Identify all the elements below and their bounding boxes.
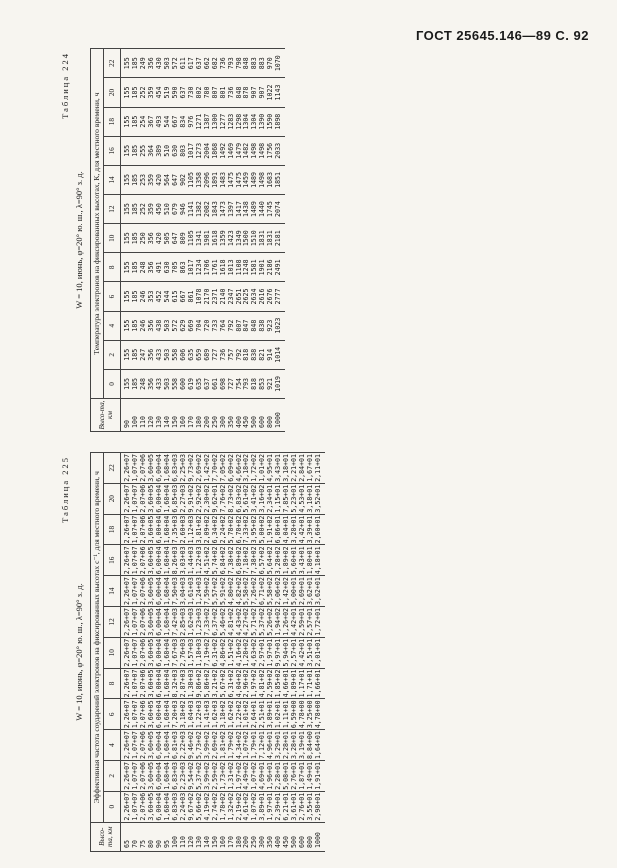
hour-header: 16 — [104, 545, 121, 576]
hour-header: 12 — [104, 606, 121, 637]
hour-header: 22 — [104, 453, 121, 484]
hour-header: 12 — [104, 195, 121, 224]
altitude-header: Высо-та, км — [91, 399, 121, 432]
value-column: 2,26+07 1,07+07 2,07+06 3,60+05 6,00+04 1,68+04 8,32+03 2,87+03 1,38+03 9,86+02 5,86+02 3,21+02 5,67+02 6,31+02 4,04+02 2,96+02 1,97+02 4,81+02 2,59+02 1,85+02 4,66+01 1,89+01 1,17+01 1,71+01 1,66+01 — [121, 668, 325, 699]
value-column: 155 185 254 367 493 544 667 834 976 1271 1387 1300 1277 1283 1298 1304 1304 1390 1590 1898 — [121, 107, 286, 136]
value-column: 155 185 253 359 420 564 647 902 1105 1358 2096 1891 1483 1475 1475 1459 1489 1498 1683 1851 — [121, 165, 286, 194]
value-column: 155 185 248 356 491 630 705 863 1017 1234 1706 1761 1618 1013 1108 1248 1581 1901 2186 2491 — [121, 253, 286, 282]
value-column: 155 185 249 356 430 503 572 611 617 637 662 682 736 793 798 848 883 883 970 1070 — [121, 49, 286, 78]
group-header: Эффективная частота соударений электронов на фиксированных высотах с⁻¹, для местного времени, ч — [91, 453, 104, 823]
data-table — [90, 48, 285, 432]
hour-header: 0 — [104, 791, 121, 822]
value-column: 2,26+07 1,07+07 2,07+06 3,60+05 6,00+04 1,68+04 7,50+03 3,04+03 1,61+03 1,24+03 7,59+02 5,57+02 5,91+02 4,80+02 4,82+02 5,58+02 7,26+02 6,71+02 5,58+02 2,06+02 1,42+02 5,00+01 2,69+01 3,62+01 3,62+01 — [121, 576, 325, 607]
hour-header: 2 — [104, 760, 121, 791]
hour-header: 18 — [104, 107, 121, 136]
value-column: 155 185 247 356 433 503 558 606 635 659 689 727 736 757 792 818 838 821 914 1014 — [121, 340, 286, 369]
altitude-column: 65 70 75 80 90 95 100 110 120 130 140 150 160 170 180 200 250 300 350 400 450 500 600 800 1000 — [121, 822, 325, 851]
value-column: 2,26+07 1,07+07 2,07+06 3,60+05 6,00+04 1,68+04 7,20+03 3,18+02 1,04+03 1,22+03 1,41+03 1,62+03 3,18+02 1,62+02 1,22+02 1,01+02 2,64+01 2,51+01 3,89+01 1,02+01 1,11+01 6,59+00 4,78+00 3,25+00 4,78+00 — [121, 699, 325, 730]
value-column: 2,26+07 1,07+07 2,07+06 3,60+05 6,00+04 1,68+04 7,42+03 2,85+03 1,62+03 1,23+03 7,33+02 6,37+02 5,46+02 4,81+02 4,43+02 4,27+02 5,71+02 5,37+02 5,26+02 1,94+02 1,26+02 4,42+01 2,59+01 2,57+01 1,72+01 — [121, 606, 325, 637]
hour-header: 4 — [104, 730, 121, 761]
altitude-column: 90 100 110 120 130 140 150 160 170 180 200 250 300 350 400 450 500 600 800 1000 — [121, 399, 286, 432]
group-header: Температура электронов на фиксированных высотах, К, для местного времени, ч — [91, 49, 104, 399]
value-column: 2,26+07 1,07+07 2,07+06 3,60+05 6,00+04 1,68+04 6,83+03 2,24+03 9,67+02 5,66+02 4,19+02 2,74+02 1,78+02 1,32+02 2,19+02 4,61+02 1,07+02 3,89+01 1,97+01 2,39+01 6,21+01 3,61+01 2,76+01 3,55+01 2,98+01 — [121, 791, 325, 822]
table-title: W = 10, июнь, φ=20° ю. ш., λ=90° з. д. — [74, 583, 84, 721]
value-column: 155 185 248 356 433 503 558 600 619 635 637 661 698 727 754 793 818 853 921 1019 — [121, 369, 286, 398]
page-header: ГОСТ 25645.146—89 С. 92 — [415, 28, 589, 43]
hour-header: 22 — [104, 49, 121, 78]
data-table — [90, 452, 325, 852]
value-column: 155 185 252 359 450 510 679 946 1141 1382 2082 1843 1473 1397 1417 1438 1489 1440 1745 2074 — [121, 195, 286, 224]
table-224 — [60, 48, 600, 432]
value-column: 2,26+07 1,07+07 2,07+06 3,60+05 6,00+04 1,68+04 7,67+03 2,76+03 1,57+03 1,18+03 7,19+02 6,31+02 4,86+02 1,51+02 4,16+02 1,28+02 4,63+02 2,97+01 1,97+01 9,97+01 5,94+01 2,57+01 4,42+01 3,51+01 2,01+01 — [121, 637, 325, 668]
table-label: Таблица 224 — [60, 52, 70, 119]
hour-header: 14 — [104, 165, 121, 194]
hour-header: 10 — [104, 224, 121, 253]
table-row — [121, 453, 325, 852]
hour-header: 8 — [104, 668, 121, 699]
hour-header: 2 — [104, 340, 121, 369]
hour-header: 4 — [104, 311, 121, 340]
value-column: 2,26+07 1,07+07 2,07+06 3,60+05 6,00+04 1,68+04 8,26+03 3,03+03 1,44+03 1,22+03 4,51+02 5,74+02 6,84+02 7,38+02 6,89+02 7,18+02 7,38+02 6,57+02 5,64+02 3,28+02 1,89+02 5,60+01 3,43+01 1,80+01 4,18+01 — [121, 545, 325, 576]
hour-header: 18 — [104, 514, 121, 545]
value-column: 2,26+07 1,07+07 2,07+06 3,60+05 6,00+04 1,68+04 6,83+03 2,23+03 9,54+02 5,37+02 3,99+02 2,59+02 1,73+02 1,31+02 1,97+02 4,49+02 1,07+02 4,69+01 1,96+01 2,28+01 5,08+01 2,76+01 1,87+01 1,49+01 1,91+01 — [121, 760, 325, 791]
hour-header: 20 — [104, 483, 121, 514]
table-label: Таблица 225 — [60, 456, 70, 523]
value-column: 2,26+07 1,07+07 2,07+06 3,60+05 6,00+04 1,68+04 7,35+03 2,60+03 1,12+03 3,81+02 2,09+02 6,34+02 2,24+02 5,78+02 6,78+02 7,33+02 3,95+02 5,00+02 1,91+02 6,86+01 4,04+01 3,28+01 4,42+01 3,39+01 2,60+01 — [121, 514, 325, 545]
table-225 — [60, 452, 600, 852]
hour-header: 10 — [104, 637, 121, 668]
value-column: 155 185 246 356 438 503 572 629 669 704 720 733 764 792 807 847 848 838 923 1023 — [121, 311, 286, 340]
value-column: 155 185 252 359 454 519 590 637 730 802 780 807 801 736 848 878 907 907 1022 1143 — [121, 78, 286, 107]
value-column: 155 185 246 353 452 544 615 667 861 1078 2170 2371 2140 2347 2651 2625 2634 2616 2676 2777 — [121, 282, 286, 311]
table-row — [121, 49, 286, 432]
value-column: 155 185 250 356 420 505 647 809 1105 1341 1981 1618 1359 1423 1349 1500 1510 1831 1831 2181 — [121, 224, 286, 253]
altitude-header: Высо-та, км — [91, 822, 121, 851]
value-column: 2,26+07 1,07+07 2,07+06 3,60+05 6,00+04 1,68+04 6,81+03 2,22+03 9,46+02 5,73+02 3,99+02 2,69+02 1,81+02 1,79+02 4,34+02 1,07+02 1,79+01 7,12+01 4,96+01 3,29+01 2,28+01 3,28+01 3,19+01 8,84+00 1,64+01 — [121, 730, 325, 761]
hour-header: 6 — [104, 282, 121, 311]
hour-header: 16 — [104, 136, 121, 165]
hour-header: 20 — [104, 78, 121, 107]
hour-header: 8 — [104, 253, 121, 282]
hour-header: 14 — [104, 576, 121, 607]
table-title: W = 10, июнь, φ=20° ю. ш., λ=90° з. д. — [74, 171, 84, 309]
value-column: 155 185 255 364 389 510 630 803 1017 1273 2004 1868 1492 1469 1479 1482 1498 1498 1756 2033 — [121, 136, 286, 165]
value-column: 2,26+07 1,07+07 2,07+06 3,60+05 6,00+04 1,68+04 6,85+03 2,27+03 9,91+02 2,92+02 2,30+02 9,62+01 7,76+02 8,73+02 6,83+02 5,61+02 3,41+02 3,16+02 2,34+01 1,15+01 7,85+01 5,23+01 4,53+01 3,18+01 3,52+01 — [121, 483, 325, 514]
hour-header: 6 — [104, 699, 121, 730]
value-column: 2,26+07 1,07+07 2,07+06 3,60+05 6,00+04 1,68+04 6,83+03 2,25+03 9,73+02 2,69+02 1,42+02 7,70+02 7,05+02 6,09+02 4,66+02 3,18+02 1,72+02 1,01+02 4,95+01 3,43+01 3,18+01 2,21+01 2,84+01 1,67+01 2,11+01 — [121, 453, 325, 484]
hour-header: 0 — [104, 369, 121, 398]
